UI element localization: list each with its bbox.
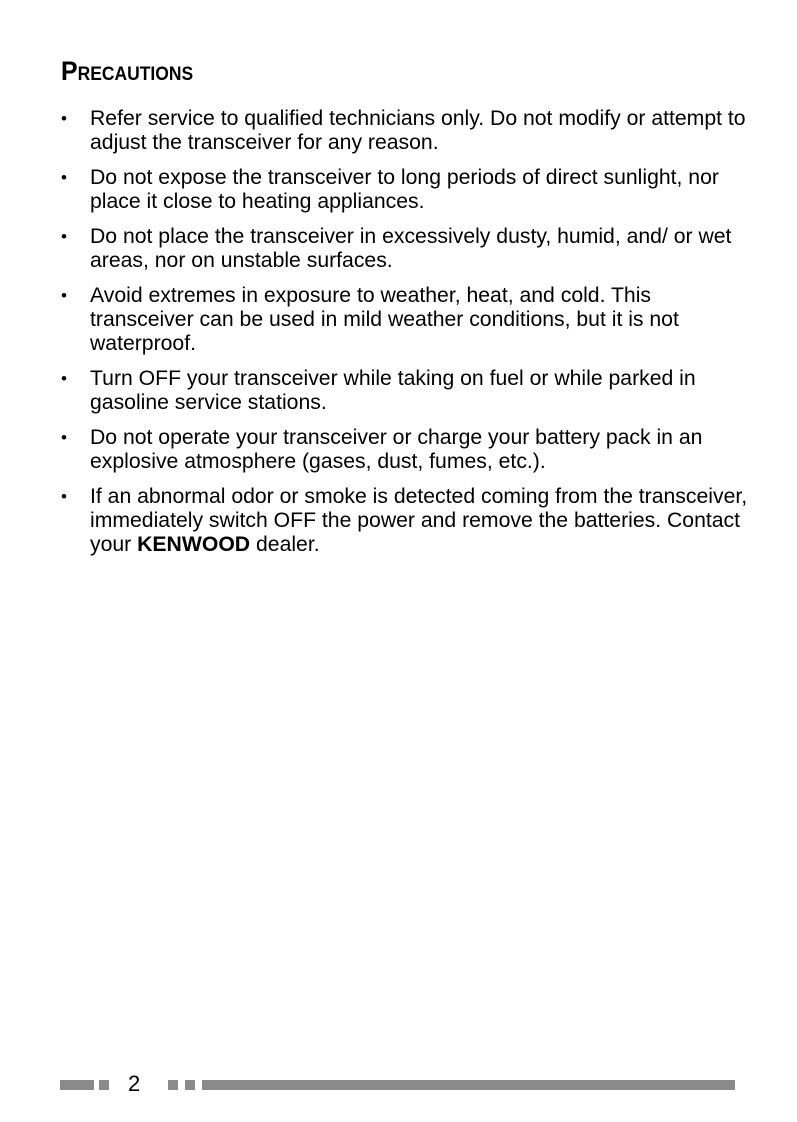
bullet-icon: • bbox=[61, 285, 67, 305]
footer-bar-segment bbox=[99, 1080, 109, 1090]
section-heading: Precautions bbox=[61, 56, 194, 86]
page-number: 2 bbox=[128, 1071, 141, 1096]
list-item-text-before: If an abnormal odor or smoke is detected coming from the transceiver, immediately switch OFF the power and remove the batteries. Contact your bbox=[90, 484, 748, 557]
footer-bar-segment bbox=[168, 1080, 178, 1090]
precautions-list bbox=[59, 107, 749, 568]
list-item-text: Do not expose the transceiver to long periods of direct sunlight, nor place it close to heating appliances. bbox=[90, 165, 719, 214]
list-item-text bbox=[90, 485, 747, 556]
bullet-icon: • bbox=[61, 226, 67, 246]
list-item-text: Turn OFF your transceiver while taking on fuel or while parked in gasoline service stations. bbox=[90, 366, 696, 415]
list-item bbox=[59, 107, 749, 155]
list-item bbox=[59, 225, 749, 273]
list-item bbox=[59, 367, 749, 415]
list-item bbox=[59, 284, 749, 357]
list-item-text: Do not operate your transceiver or charge your battery pack in an explosive atmosphere (gases, dust, fumes, etc.). bbox=[90, 425, 703, 473]
list-item bbox=[59, 166, 749, 214]
bullet-icon: • bbox=[61, 486, 67, 506]
list-item-text: Refer service to qualified technicians only. Do not modify or attempt to adjust the transceiver for any reason. bbox=[90, 107, 746, 155]
footer-bar-segment bbox=[185, 1080, 195, 1090]
list-item-text-after: dealer. bbox=[250, 533, 320, 557]
list-item bbox=[59, 426, 749, 474]
list-item-text: Avoid extremes in exposure to weather, heat, and cold. This transceiver can be used in mild weather conditions, but it is not waterproof. bbox=[90, 283, 679, 356]
bullet-icon: • bbox=[61, 427, 67, 447]
bullet-icon: • bbox=[61, 167, 67, 187]
bullet-icon: • bbox=[61, 368, 67, 388]
list-item-text: Do not place the transceiver in excessively dusty, humid, and/ or wet areas, nor on unstable surfaces. bbox=[90, 224, 732, 273]
list-item bbox=[59, 485, 749, 558]
footer-bar-long bbox=[202, 1080, 735, 1090]
footer-bar-segment bbox=[60, 1080, 94, 1090]
bullet-icon: • bbox=[61, 109, 67, 128]
brand-name: KENWOOD bbox=[137, 533, 251, 557]
